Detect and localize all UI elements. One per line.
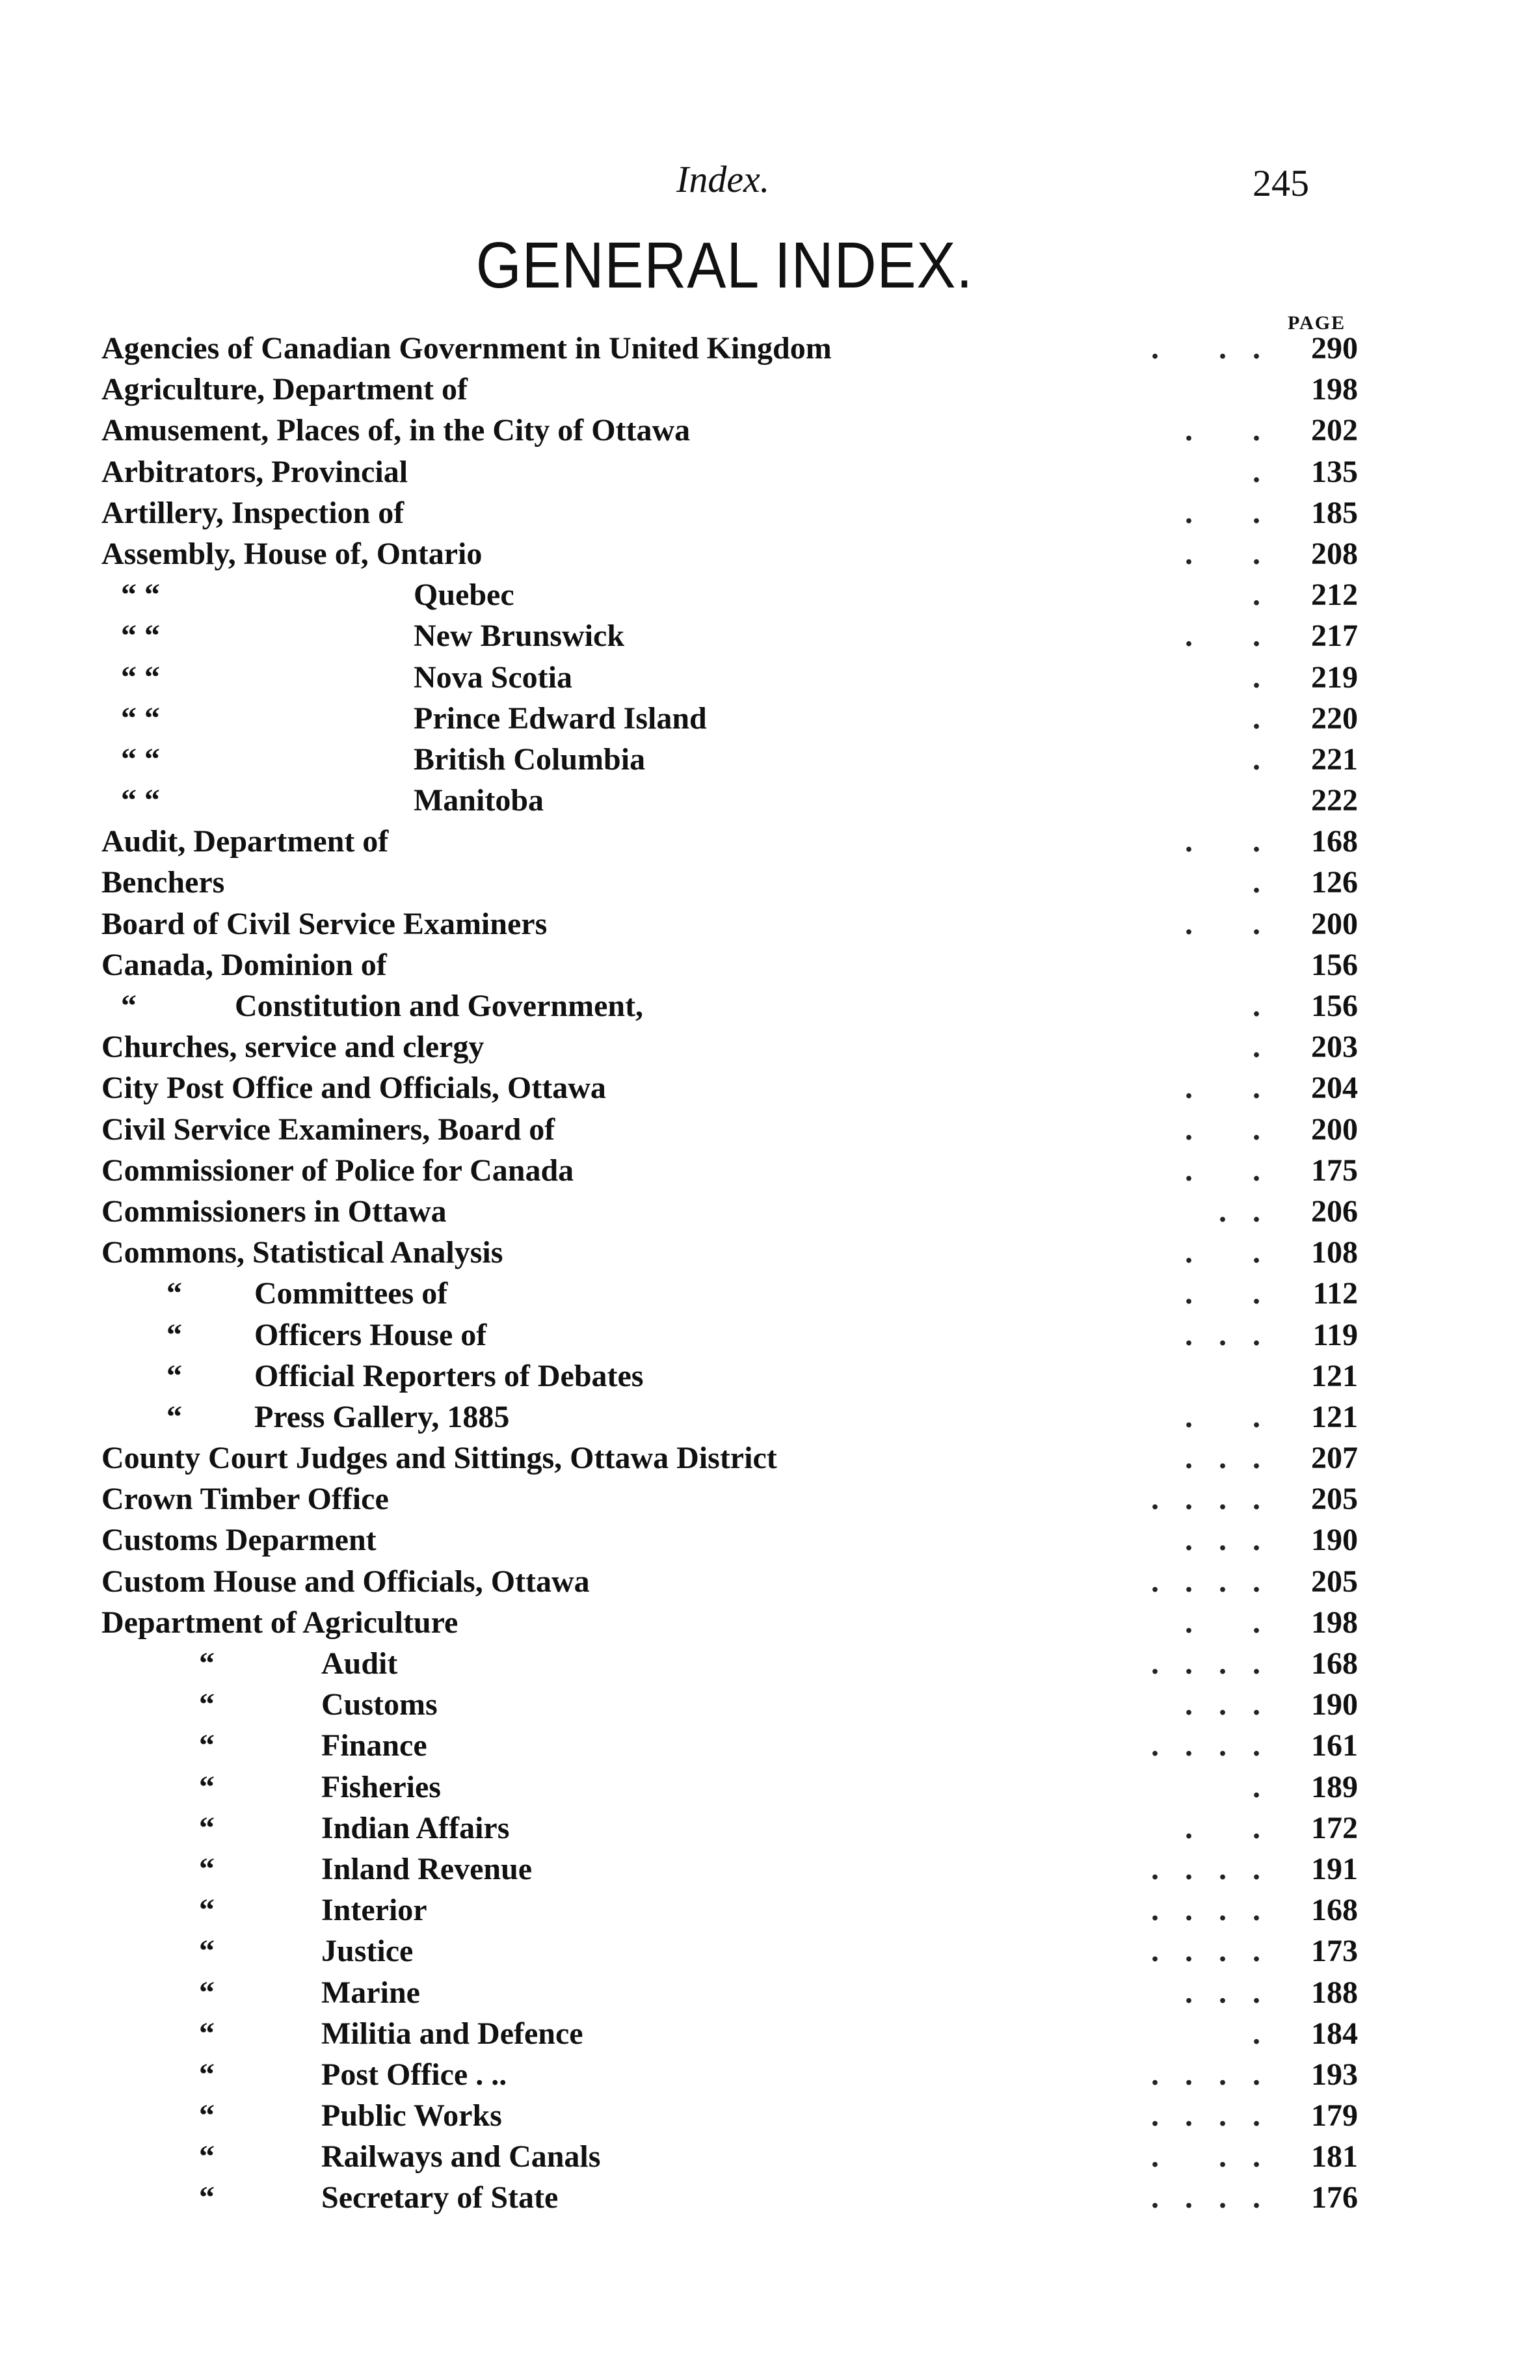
leader-dots: .. <box>1219 1194 1286 1229</box>
index-entry <box>101 1273 1358 1314</box>
index-entry <box>101 1232 1358 1273</box>
entry-page-number: 119 <box>1312 1317 1358 1352</box>
index-entry <box>101 903 1358 944</box>
entry-label: Constitution and Government, <box>235 989 644 1023</box>
index-entry <box>101 1767 1358 1808</box>
entry-page-number: 206 <box>1311 1194 1358 1229</box>
ditto-mark: “ “ <box>121 742 160 777</box>
leader-dots: . . <box>1185 1605 1286 1640</box>
entry-page-number: 219 <box>1311 660 1358 695</box>
leader-dots: . <box>1253 1030 1286 1065</box>
entry-page-number: 185 <box>1311 495 1358 530</box>
leader-dots: ... <box>1185 1441 1286 1476</box>
leader-dots: . . <box>1185 413 1286 448</box>
ditto-mark: “ <box>199 2098 215 2133</box>
leader-dots: .... <box>1151 2057 1286 2092</box>
entry-page-number: 156 <box>1311 989 1358 1023</box>
leader-dots: .... <box>1151 1646 1286 1681</box>
entry-label: Customs Deparment <box>101 1523 377 1558</box>
leader-dots: .... <box>1151 1482 1286 1517</box>
index-entry <box>101 328 1358 369</box>
index-entry <box>101 1191 1358 1232</box>
entry-label: Arbitrators, Provincial <box>101 454 408 489</box>
leader-dots: . <box>1253 660 1286 695</box>
leader-dots: . <box>1253 454 1286 489</box>
leader-dots: . <box>1253 2016 1286 2051</box>
entry-page-number: 168 <box>1311 1646 1358 1681</box>
index-entry <box>101 615 1358 656</box>
entry-label: Public Works <box>321 2098 502 2133</box>
leader-dots: . <box>1253 865 1286 900</box>
index-entry <box>101 1067 1358 1108</box>
index-entry <box>101 533 1358 574</box>
leader-dots: . . <box>1185 1399 1286 1434</box>
entry-label: Commissioners in Ottawa <box>101 1194 447 1229</box>
entry-page-number: 189 <box>1311 1769 1358 1804</box>
entry-label: Post Office . .. <box>321 2057 507 2092</box>
entry-page-number: 202 <box>1311 413 1358 448</box>
entry-page-number: 126 <box>1311 865 1358 900</box>
ditto-mark: “ “ <box>121 783 160 818</box>
entry-label: Justice <box>321 1934 414 1969</box>
entry-label: Agencies of Canadian Government in United Kingdom <box>101 331 832 366</box>
ditto-mark: “ <box>121 989 137 1023</box>
index-entry <box>101 1684 1358 1725</box>
entry-label: Manitoba <box>414 783 544 818</box>
leader-dots: . <box>1253 989 1286 1023</box>
page-number: 245 <box>1253 162 1309 204</box>
entry-page-number: 121 <box>1311 1358 1358 1393</box>
entry-page-number: 175 <box>1311 1153 1358 1188</box>
ditto-mark: “ <box>199 1646 215 1681</box>
entry-label: Fisheries <box>321 1769 441 1804</box>
entry-label: Customs <box>321 1687 438 1722</box>
entry-label: Railways and Canals <box>321 2139 601 2174</box>
index-entry <box>101 574 1358 615</box>
index-entry <box>101 2054 1358 2095</box>
entry-label: Board of Civil Service Examiners <box>101 906 548 941</box>
entry-page-number: 190 <box>1311 1523 1358 1558</box>
running-head <box>0 154 1540 206</box>
entry-page-number: 207 <box>1311 1441 1358 1476</box>
index-entry <box>101 1026 1358 1067</box>
leader-dots: . . <box>1185 1112 1286 1147</box>
ditto-mark: “ “ <box>121 660 160 695</box>
entry-page-number: 161 <box>1311 1728 1358 1763</box>
ditto-mark: “ <box>166 1358 182 1393</box>
entry-label: Officers House of <box>254 1317 487 1352</box>
leader-dots: . . <box>1185 1810 1286 1845</box>
index-entry <box>101 1519 1358 1560</box>
entry-page-number: 198 <box>1311 372 1358 407</box>
entry-label: Commissioner of Police for Canada <box>101 1153 574 1188</box>
ditto-mark: “ <box>199 1893 215 1928</box>
entry-label: Assembly, House of, Ontario <box>101 536 483 571</box>
ditto-mark: “ <box>199 1769 215 1804</box>
entry-page-number: 168 <box>1311 824 1358 859</box>
entry-label: Nova Scotia <box>414 660 572 695</box>
running-title: Index. <box>676 158 770 200</box>
entry-page-number: 200 <box>1311 1112 1358 1147</box>
entry-page-number: 203 <box>1311 1030 1358 1065</box>
index-entry <box>101 1931 1358 1972</box>
page-title: GENERAL INDEX. <box>475 229 974 302</box>
entry-label: Prince Edward Island <box>414 701 707 736</box>
leader-dots: .... <box>1151 1851 1286 1886</box>
index-list <box>101 328 1358 2219</box>
leader-dots: . . <box>1185 906 1286 941</box>
index-entry <box>101 1478 1358 1519</box>
entry-label: Quebec <box>414 578 514 613</box>
index-entry <box>101 492 1358 533</box>
index-entry <box>101 657 1358 698</box>
entry-page-number: 204 <box>1311 1071 1358 1106</box>
leader-dots: .... <box>1151 1564 1286 1599</box>
ditto-mark: “ <box>199 1934 215 1969</box>
ditto-mark: “ <box>199 1810 215 1845</box>
ditto-mark: “ <box>199 2057 215 2092</box>
entry-label: Civil Service Examiners, Board of <box>101 1112 555 1147</box>
index-entry <box>101 451 1358 492</box>
entry-page-number: 217 <box>1311 619 1358 654</box>
entry-page-number: 184 <box>1311 2016 1358 2051</box>
entry-label: Audit <box>321 1646 398 1681</box>
ditto-mark: “ <box>199 2180 215 2215</box>
index-entry <box>101 698 1358 739</box>
leader-dots: .... <box>1151 1728 1286 1763</box>
entry-label: Agriculture, Department of <box>101 372 468 407</box>
index-entry <box>101 410 1358 451</box>
leader-dots: . .. <box>1151 2139 1286 2174</box>
entry-label: Official Reporters of Debates <box>254 1358 644 1393</box>
entry-label: Secretary of State <box>321 2180 559 2215</box>
entry-label: Department of Agriculture <box>101 1605 458 1640</box>
entry-label: Committees of <box>254 1276 448 1311</box>
index-entry <box>101 1643 1358 1684</box>
ditto-mark: “ <box>199 1728 215 1763</box>
ditto-mark: “ <box>199 1851 215 1886</box>
entry-label: County Court Judges and Sittings, Ottawa District <box>101 1441 777 1476</box>
leader-dots: . . <box>1185 1071 1286 1106</box>
ditto-mark: “ “ <box>121 578 160 613</box>
entry-page-number: 173 <box>1311 1934 1358 1969</box>
ditto-mark: “ <box>166 1399 182 1434</box>
leader-dots: . . <box>1185 1153 1286 1188</box>
entry-label: Audit, Department of <box>101 824 389 859</box>
entry-page-number: 179 <box>1311 2098 1358 2133</box>
index-entry <box>101 821 1358 862</box>
index-entry <box>101 944 1358 985</box>
index-entry <box>101 2136 1358 2177</box>
entry-page-number: 156 <box>1311 947 1358 982</box>
entry-label: Churches, service and clergy <box>101 1030 485 1065</box>
entry-page-number: 191 <box>1311 1851 1358 1886</box>
ditto-mark: “ <box>199 2016 215 2051</box>
entry-label: Commons, Statistical Analysis <box>101 1235 503 1270</box>
index-entry <box>101 1849 1358 1890</box>
entry-page-number: 168 <box>1311 1893 1358 1928</box>
entry-label: Finance <box>321 1728 427 1763</box>
entry-page-number: 205 <box>1311 1482 1358 1517</box>
entry-page-number: 181 <box>1311 2139 1358 2174</box>
entry-page-number: 172 <box>1311 1810 1358 1845</box>
entry-label: Benchers <box>101 865 225 900</box>
leader-dots: . <box>1253 1769 1286 1804</box>
leader-dots: ... <box>1185 1523 1286 1558</box>
entry-label: Indian Affairs <box>321 1810 510 1845</box>
index-entry <box>101 1397 1358 1437</box>
entry-label: Crown Timber Office <box>101 1482 389 1517</box>
leader-dots: . . <box>1185 1276 1286 1311</box>
entry-page-number: 188 <box>1311 1975 1358 2010</box>
ditto-mark: “ <box>199 1687 215 1722</box>
ditto-mark: “ <box>166 1317 182 1352</box>
index-entry <box>101 1150 1358 1191</box>
leader-dots: ... <box>1185 1687 1286 1722</box>
index-entry <box>101 2013 1358 2054</box>
entry-label: Custom House and Officials, Ottawa <box>101 1564 590 1599</box>
entry-page-number: 108 <box>1311 1235 1358 1270</box>
entry-page-number: 112 <box>1312 1276 1358 1311</box>
index-entry <box>101 1972 1358 2013</box>
entry-page-number: 193 <box>1311 2057 1358 2092</box>
entry-label: British Columbia <box>414 742 646 777</box>
entry-label: City Post Office and Officials, Ottawa <box>101 1071 606 1106</box>
leader-dots: ... <box>1185 1975 1286 2010</box>
entry-page-number: 198 <box>1311 1605 1358 1640</box>
index-entry <box>101 862 1358 903</box>
page-column-label: PAGE <box>1288 312 1346 334</box>
index-entry <box>101 739 1358 780</box>
entry-label: Interior <box>321 1893 427 1928</box>
leader-dots: . .. <box>1151 331 1286 366</box>
ditto-mark: “ “ <box>121 701 160 736</box>
entry-label: New Brunswick <box>414 619 625 654</box>
index-entry <box>101 1109 1358 1150</box>
index-entry <box>101 1315 1358 1356</box>
ditto-mark: “ “ <box>121 619 160 654</box>
index-entry <box>101 369 1358 410</box>
leader-dots: .... <box>1151 1934 1286 1969</box>
entry-page-number: 290 <box>1311 331 1358 366</box>
entry-page-number: 200 <box>1311 906 1358 941</box>
leader-dots: .... <box>1151 2098 1286 2133</box>
entry-label: Artillery, Inspection of <box>101 495 405 530</box>
entry-page-number: 212 <box>1311 578 1358 613</box>
leader-dots: .... <box>1151 1893 1286 1928</box>
leader-dots: . . <box>1185 495 1286 530</box>
entry-page-number: 205 <box>1311 1564 1358 1599</box>
entry-label: Amusement, Places of, in the City of Ottawa <box>101 413 691 448</box>
index-entry <box>101 1437 1358 1478</box>
entry-page-number: 190 <box>1311 1687 1358 1722</box>
index-entry <box>101 985 1358 1026</box>
leader-dots: . . <box>1185 536 1286 571</box>
entry-page-number: 221 <box>1311 742 1358 777</box>
leader-dots: . . <box>1185 1235 1286 1270</box>
index-entry <box>101 1890 1358 1931</box>
ditto-mark: “ <box>199 2139 215 2174</box>
ditto-mark: “ <box>199 1975 215 2010</box>
leader-dots: . . <box>1185 824 1286 859</box>
entry-label: Militia and Defence <box>321 2016 583 2051</box>
entry-label: Canada, Dominion of <box>101 947 387 982</box>
entry-label: Marine <box>321 1975 420 2010</box>
ditto-mark: “ <box>166 1276 182 1311</box>
leader-dots: .... <box>1151 2180 1286 2215</box>
entry-page-number: 135 <box>1311 454 1358 489</box>
entry-page-number: 208 <box>1311 536 1358 571</box>
entry-page-number: 176 <box>1311 2180 1358 2215</box>
entry-label: Inland Revenue <box>321 1851 533 1886</box>
entry-page-number: 121 <box>1311 1399 1358 1434</box>
leader-dots: ... <box>1185 1317 1286 1352</box>
leader-dots: . <box>1253 701 1286 736</box>
entry-page-number: 222 <box>1311 783 1358 818</box>
leader-dots: . <box>1253 742 1286 777</box>
index-entry <box>101 2177 1358 2218</box>
index-entry <box>101 1561 1358 1602</box>
entry-page-number: 220 <box>1311 701 1358 736</box>
index-entry <box>101 2095 1358 2136</box>
index-entry <box>101 780 1358 821</box>
index-entry <box>101 1602 1358 1643</box>
index-entry <box>101 1725 1358 1766</box>
index-entry <box>101 1356 1358 1397</box>
leader-dots: . <box>1253 578 1286 613</box>
entry-label: Press Gallery, 1885 <box>254 1399 510 1434</box>
index-entry <box>101 1808 1358 1849</box>
leader-dots: . . <box>1185 619 1286 654</box>
